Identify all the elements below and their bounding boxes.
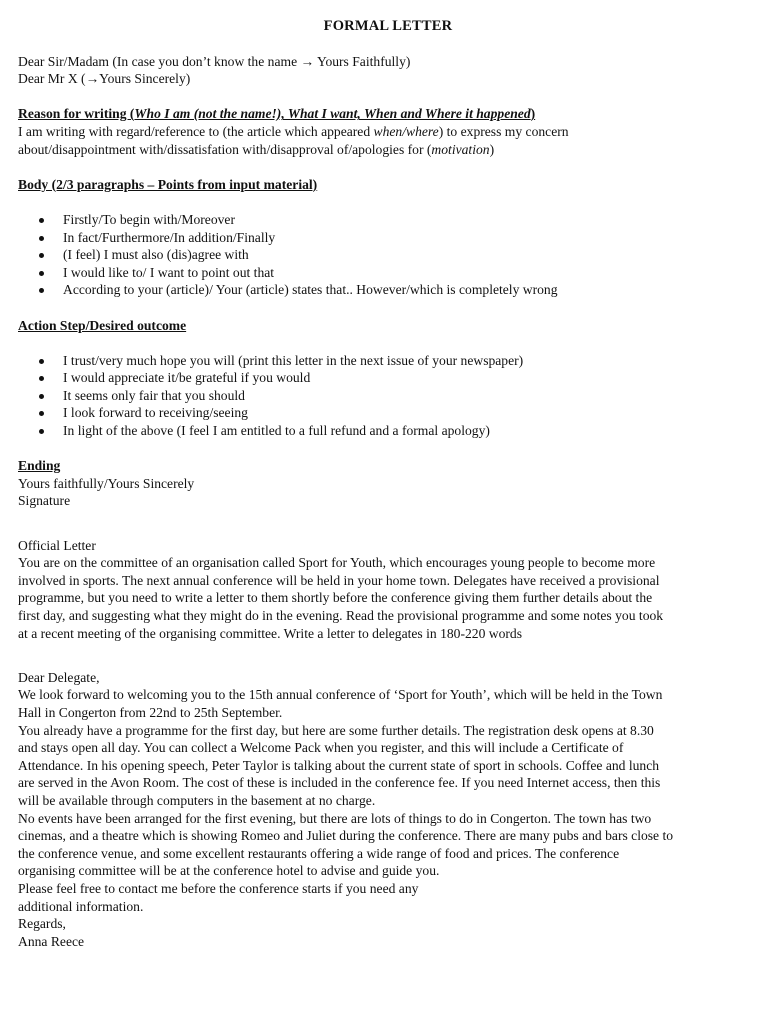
ending-line: Signature [18,493,71,509]
bullet-icon [39,253,44,258]
letter-text-line: No events have been arranged for the first evening, but there are lots of things to do in Congerton. The town has two [18,810,652,826]
list-item: In fact/Furthermore/In addition/Finally [18,229,758,247]
task-text-line: first day, and suggesting what they might do in the evening. Read the provisional programme and some notes you took [18,608,664,623]
ending-heading: Ending [18,458,61,474]
document-page [18,18,758,950]
task-text-line: programme, but you need to write a letter to them shortly before the conference giving them further details about the [18,590,653,606]
letter-text-line: cinemas, and a theatre which is showing Romeo and Juliet during the conference. There are many pubs and bars close to [18,828,674,844]
bullet-icon [39,218,44,223]
letter-text-line: Please feel free to contact me before the conference starts if you need any [18,880,419,896]
letter-text-line: We look forward to welcoming you to the 15th annual conference of ‘Sport for Youth’, which will be held in the Town [18,687,663,703]
letter-text-line: the conference venue, and some excellent restaurants offering a wide range of food and prices. The conference [18,845,620,861]
list-item: (I feel) I must also (dis)agree with [18,246,758,264]
bullet-icon [39,271,44,276]
action-heading: Action Step/Desired outcome [18,317,187,333]
bullet-icon [39,376,44,381]
task-text-line: You are on the committee of an organisation called Sport for Youth, which encourages young people to become more [18,555,656,571]
list-item: I trust/very much hope you will (print this letter in the next issue of your newspaper) [18,352,758,370]
task-text-line: at a recent meeting of the organising committee. Write a letter to delegates in 180-220 words [18,625,523,641]
list-item: I would like to/ I want to point out that [18,264,758,282]
reason-text-line: about/disappointment with/dissatisfation with/disapproval of/apologies for (motivation) [18,141,495,157]
task-text-line: involved in sports. The next annual conference will be held in your home town. Delegates have received a provisional [18,572,660,588]
list-item: I look forward to receiving/seeing [18,404,758,422]
list-item: According to your (article)/ Your (article) states that.. However/which is completely wrong [18,281,758,299]
letter-text-line: and stays open all day. You can collect a Welcome Pack when you register, and this will include a Certificate of [18,740,624,756]
letter-signature: Anna Reece [18,933,85,949]
salutation-line: Dear Mr X (→Yours Sincerely) [18,71,191,87]
document-title: FORMAL LETTER [323,18,453,34]
ending-line: Yours faithfully/Yours Sincerely [18,475,195,491]
letter-greeting: Dear Delegate, [18,669,100,685]
body-bullet-list [18,211,758,299]
list-item: It seems only fair that you should [18,387,758,405]
bullet-icon [39,236,44,241]
body-heading: Body (2/3 paragraphs – Points from input material) [18,176,318,192]
letter-text-line: organising committee will be at the conference hotel to advise and guide you. [18,863,440,879]
bullet-icon [39,411,44,416]
reason-text-line: I am writing with regard/reference to (the article which appeared when/where) to express my concern [18,123,569,139]
letter-text-line: You already have a programme for the first day, but here are some further details. The registration desk opens at 8.30 [18,722,654,738]
letter-closing: Regards, [18,916,66,932]
list-item: Firstly/To begin with/Moreover [18,211,758,229]
bullet-icon [39,394,44,399]
letter-text-line: Hall in Congerton from 22nd to 25th September. [18,704,283,720]
bullet-icon [39,288,44,293]
letter-text-line: will be available through computers in the basement at no charge. [18,792,376,808]
salutation-line: Dear Sir/Madam (In case you don’t know the name → Yours Faithfully) [18,53,411,69]
list-item: In light of the above (I feel I am entitled to a full refund and a formal apology) [18,422,758,440]
bullet-icon [39,359,44,364]
bullet-icon [39,429,44,434]
official-letter-title: Official Letter [18,537,96,553]
letter-text-line: are served in the Avon Room. The cost of these is included in the conference fee. If you need Internet access, then this [18,775,661,791]
reason-heading: Reason for writing (Who I am (not the name!), What I want, When and Where it happened) [18,106,536,122]
letter-text-line: Attendance. In his opening speech, Peter Taylor is talking about the current state of sport in schools. Coffee and lunch [18,757,660,773]
list-item: I would appreciate it/be grateful if you would [18,369,758,387]
action-bullet-list [18,352,758,440]
letter-text-line: additional information. [18,898,144,914]
